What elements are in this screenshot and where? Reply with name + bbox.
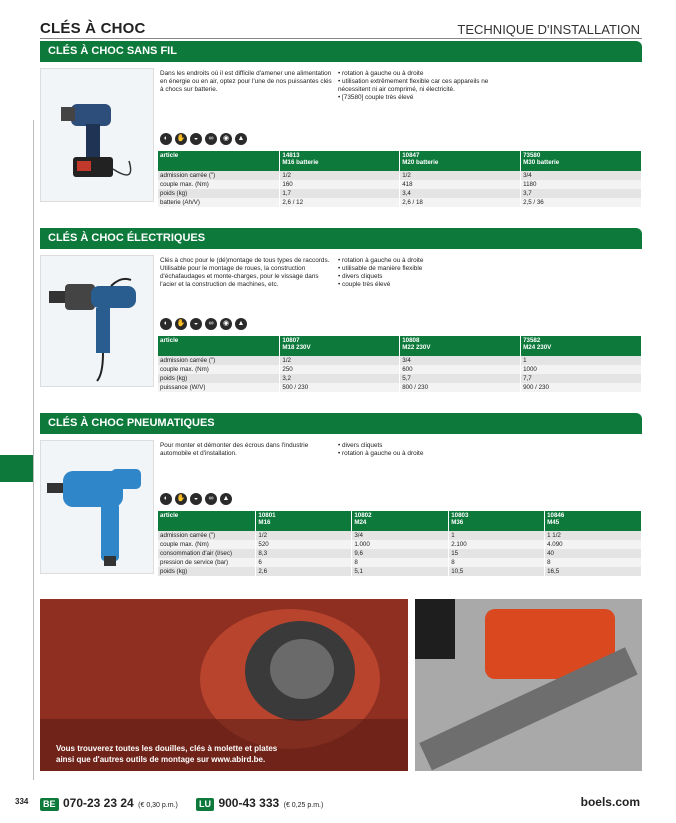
table-cell: couple max. (Nm) (158, 180, 280, 189)
hearing-icon: ◐ (160, 133, 172, 145)
table-cell: 2,6 (256, 567, 352, 576)
banner-pneumatic: CLÉS À CHOC PNEUMATIQUES (40, 413, 642, 434)
bullet-item: • divers cliquets (338, 273, 498, 281)
gloves-icon: ✋ (175, 133, 187, 145)
page-number: 334 (15, 797, 29, 806)
table-cell: 15 (449, 549, 545, 558)
electric-spec-table (158, 336, 642, 392)
table-cell: 600 (400, 365, 521, 374)
electric-description: Clés à choc pour le (dé)montage de tous types de raccords. Utilisable pour le montage de roues, la construction d'échafaudages et monte-charges, pour le vissage dans l'acier et la construction de machines, etc. (160, 257, 330, 288)
website-link[interactable]: boels.com (580, 795, 640, 809)
table-header: 10807 M18 230V (280, 336, 400, 356)
table-cell: 2,5 / 36 (521, 198, 642, 207)
table-cell: 9,6 (352, 549, 449, 558)
table-cell: admission carrée (") (158, 531, 256, 540)
safety-icons (160, 133, 247, 145)
table-cell: 1/2 (256, 531, 352, 540)
table-cell: 2.100 (449, 540, 545, 549)
side-tab (0, 455, 33, 482)
table-cell: 500 / 230 (280, 383, 400, 392)
phone-price: (€ 0,25 p.m.) (283, 802, 324, 809)
table-cell: 1/2 (400, 171, 521, 180)
pipe-threading-photo (415, 599, 642, 771)
cordless-bullets (338, 70, 498, 102)
table-cell: 3,2 (280, 374, 400, 383)
cordless-spec-table (158, 151, 642, 207)
table-header: article (158, 151, 280, 171)
table-cell: admission carrée (") (158, 171, 280, 180)
table-cell: 10,5 (449, 567, 545, 576)
table-cell: poids (kg) (158, 374, 280, 383)
table-cell: 1000 (521, 365, 642, 374)
table-header: 10808 M22 230V (400, 336, 521, 356)
table-header: 10803 M36 (449, 511, 545, 531)
table-cell: 3/4 (352, 531, 449, 540)
table-cell: pression de service (bar) (158, 558, 256, 567)
caption: Vous trouverez toutes les douilles, clés à molette et plates ainsi que d'autres outils de montage sur www.abird.be. (56, 744, 278, 764)
country-badge: BE (40, 798, 59, 811)
cordless-wrench-photo (40, 68, 154, 202)
phone-lu (196, 794, 323, 812)
table-header: 73580 M30 batterie (521, 151, 642, 171)
table-cell: 520 (256, 540, 352, 549)
table-cell: 4.090 (545, 540, 642, 549)
table-cell: 418 (400, 180, 521, 189)
table-cell: 6 (256, 558, 352, 567)
helmet-icon: ◒ (190, 493, 202, 505)
table-row (158, 558, 642, 567)
table-cell: 2,6 / 12 (280, 198, 400, 207)
table-header: 10802 M24 (352, 511, 449, 531)
table-cell: 8,3 (256, 549, 352, 558)
table-row (158, 189, 642, 198)
divider (40, 38, 642, 39)
table-row (158, 171, 642, 180)
table-cell: poids (kg) (158, 567, 256, 576)
table-cell: 160 (280, 180, 400, 189)
phone-number[interactable]: 900-43 333 (218, 796, 280, 810)
table-cell: 250 (280, 365, 400, 374)
table-cell: 7,7 (521, 374, 642, 383)
goggles-icon: ∞ (205, 318, 217, 330)
pneumatic-spec-table (158, 511, 642, 576)
table-header: 73582 M24 230V (521, 336, 642, 356)
bullet-item: • couple très élevé (338, 281, 498, 289)
table-header: article (158, 511, 256, 531)
table-cell: 1 (521, 356, 642, 365)
bullet-item: • [73580] couple très élevé (338, 94, 498, 102)
table-row (158, 180, 642, 189)
table-header: 10801 M16 (256, 511, 352, 531)
table-cell: 800 / 230 (400, 383, 521, 392)
country-badge: LU (196, 798, 214, 811)
banner-electric: CLÉS À CHOC ÉLECTRIQUES (40, 228, 642, 249)
table-cell: 8 (352, 558, 449, 567)
table-cell: 1 1/2 (545, 531, 642, 540)
vest-icon: ▲ (220, 493, 232, 505)
bullet-item: • utilisable de manière flexible (338, 265, 498, 273)
table-cell: puissance (W/V) (158, 383, 280, 392)
bullet-item: • rotation à gauche ou à droite (338, 257, 498, 265)
table-cell: poids (kg) (158, 189, 280, 198)
table-cell: 1 (449, 531, 545, 540)
table-header: 10847 M20 batterie (400, 151, 521, 171)
table-row (158, 365, 642, 374)
phone-number[interactable]: 070-23 23 24 (62, 796, 134, 810)
table-cell: 8 (545, 558, 642, 567)
table-cell: 1,7 (280, 189, 400, 198)
table-cell: 1/2 (280, 356, 400, 365)
table-cell: 40 (545, 549, 642, 558)
table-cell: 1180 (521, 180, 642, 189)
table-cell: 16,5 (545, 567, 642, 576)
bullet-item: • rotation à gauche ou à droite (338, 70, 498, 78)
gloves-icon: ✋ (175, 493, 187, 505)
table-cell: 8 (449, 558, 545, 567)
table-header: article (158, 336, 280, 356)
vest-icon: ▲ (235, 133, 247, 145)
table-header: 14813 M16 batterie (280, 151, 400, 171)
bullet-item: • utilisation extrêmement flexible car ces appareils ne nécessitent ni air comprimé, ni électricité. (338, 78, 498, 94)
hearing-icon: ◐ (160, 493, 172, 505)
table-cell: 3/4 (521, 171, 642, 180)
banner-cordless: CLÉS À CHOC SANS FIL (40, 41, 642, 62)
bullet-item: • rotation à gauche ou à droite (338, 450, 498, 458)
table-cell: 5,1 (352, 567, 449, 576)
bullet-item: • divers cliquets (338, 442, 498, 450)
table-header: 10846 M45 (545, 511, 642, 531)
pneumatic-bullets (338, 442, 498, 458)
table-cell: couple max. (Nm) (158, 540, 256, 549)
hearing-icon: ◐ (160, 318, 172, 330)
page-title: CLÉS À CHOC (40, 20, 146, 37)
safety-icons (160, 318, 247, 330)
table-cell: 1.000 (352, 540, 449, 549)
table-cell: 3,7 (521, 189, 642, 198)
electric-wrench-photo (40, 255, 154, 387)
table-cell: 900 / 230 (521, 383, 642, 392)
table-row (158, 540, 642, 549)
vest-icon: ▲ (235, 318, 247, 330)
pneumatic-description: Pour monter et démonter des écrous dans l'industrie automobile et d'installation. (160, 442, 309, 457)
table-cell: consommation d'air (l/sec) (158, 549, 256, 558)
helmet-icon: ◒ (190, 318, 202, 330)
table-row (158, 567, 642, 576)
safety-icons (160, 493, 232, 505)
goggles-icon: ∞ (205, 493, 217, 505)
table-row (158, 198, 642, 207)
phone-price: (€ 0,30 p.m.) (138, 802, 178, 809)
table-cell: 5,7 (400, 374, 521, 383)
pneumatic-wrench-photo (40, 440, 154, 574)
table-row (158, 374, 642, 383)
table-row (158, 356, 642, 365)
table-cell: batterie (Ah/V) (158, 198, 280, 207)
table-cell: 1/2 (280, 171, 400, 180)
table-cell: 3/4 (400, 356, 521, 365)
table-row (158, 531, 642, 540)
electric-bullets (338, 257, 498, 289)
mask-icon: ◉ (220, 318, 232, 330)
side-line (33, 120, 34, 780)
goggles-icon: ∞ (205, 133, 217, 145)
table-cell: 2,6 / 18 (400, 198, 521, 207)
gloves-icon: ✋ (175, 318, 187, 330)
table-cell: 3,4 (400, 189, 521, 198)
table-cell: admission carrée (") (158, 356, 280, 365)
cordless-description: Dans les endroits où il est difficile d'amener une alimentation en énergie ou en air, optez pour l'une de nos puissantes clés à chocs sur batterie. (160, 70, 332, 93)
phone-be (40, 794, 178, 812)
mask-icon: ◉ (220, 133, 232, 145)
section-title: TECHNIQUE D'INSTALLATION (457, 22, 640, 37)
helmet-icon: ◒ (190, 133, 202, 145)
table-row (158, 549, 642, 558)
table-row (158, 383, 642, 392)
table-cell: couple max. (Nm) (158, 365, 280, 374)
